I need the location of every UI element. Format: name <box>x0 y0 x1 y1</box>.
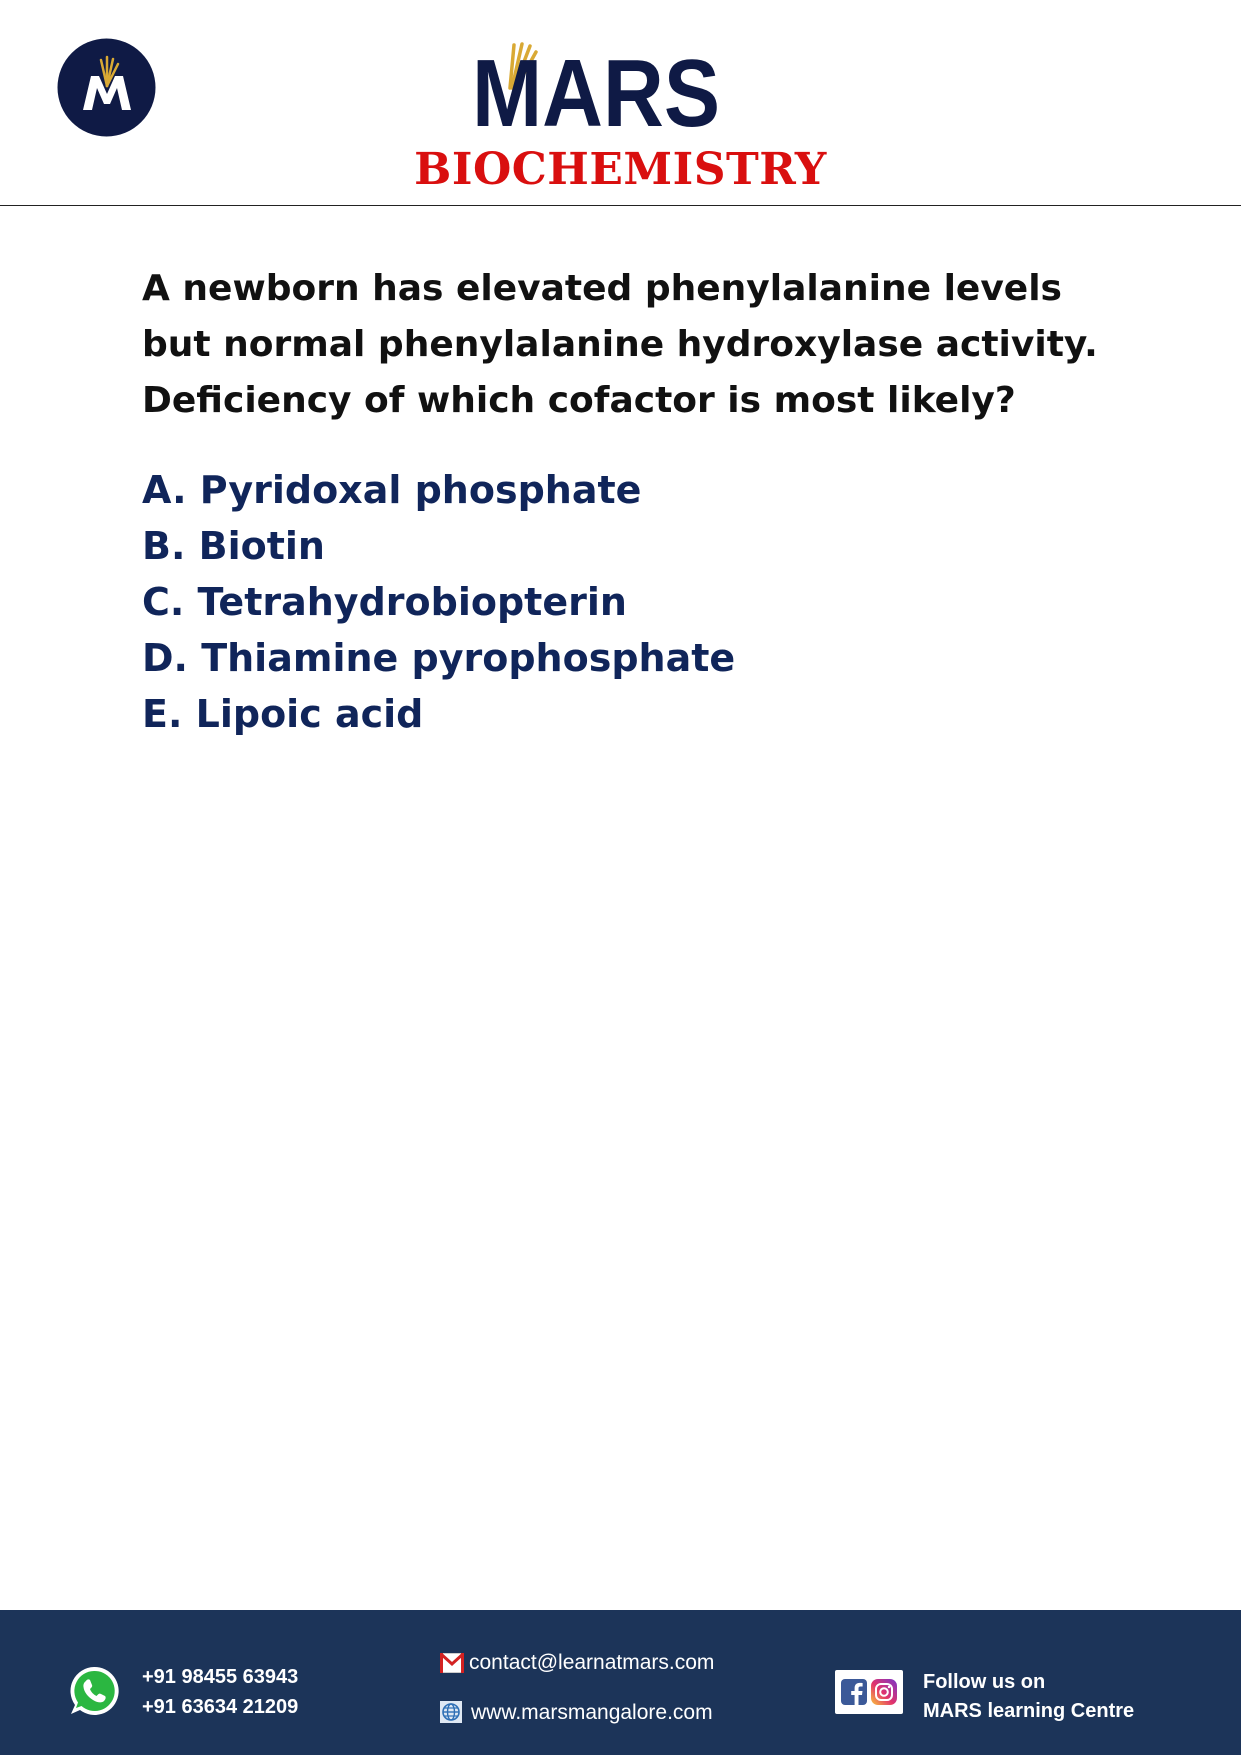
question-line: A newborn has elevated phenylalanine levels <box>142 268 1062 309</box>
question-text <box>142 261 1202 429</box>
option-c[interactable]: C. Tetrahydrobiopterin <box>142 580 627 624</box>
footer-bar <box>0 1610 1241 1755</box>
question-line: but normal phenylalanine hydroxylase activity. <box>142 324 1098 365</box>
mars-wordmark-logo <box>472 40 722 147</box>
globe-icon <box>440 1701 462 1723</box>
whatsapp-icon[interactable] <box>67 1664 121 1718</box>
mail-icon <box>440 1653 464 1673</box>
mars-circle-logo <box>57 38 156 137</box>
instagram-icon[interactable] <box>871 1679 897 1705</box>
brand-wordmark: MARS <box>472 40 720 147</box>
email-link[interactable]: contact@learnatmars.com <box>469 1651 715 1674</box>
option-e[interactable]: E. Lipoic acid <box>142 692 424 736</box>
subject-title: BIOCHEMISTRY <box>414 144 827 195</box>
follow-us-text <box>923 1668 1134 1726</box>
follow-line[interactable]: MARS learning Centre <box>923 1700 1135 1722</box>
follow-line: Follow us on <box>923 1671 1046 1693</box>
answer-options <box>142 462 1142 742</box>
phone-number[interactable]: +91 63634 21209 <box>142 1696 299 1718</box>
option-b[interactable]: B. Biotin <box>142 524 325 568</box>
phone-numbers <box>142 1662 298 1722</box>
option-d[interactable]: D. Thiamine pyrophosphate <box>142 636 736 680</box>
social-icons <box>835 1670 903 1714</box>
facebook-icon[interactable] <box>841 1679 867 1705</box>
website-link[interactable]: www.marsmangalore.com <box>471 1701 713 1724</box>
phone-number[interactable]: +91 98455 63943 <box>142 1666 299 1688</box>
option-a[interactable]: A. Pyridoxal phosphate <box>142 468 642 512</box>
header-divider <box>0 205 1241 206</box>
question-line: Deficiency of which cofactor is most likely? <box>142 380 1016 421</box>
